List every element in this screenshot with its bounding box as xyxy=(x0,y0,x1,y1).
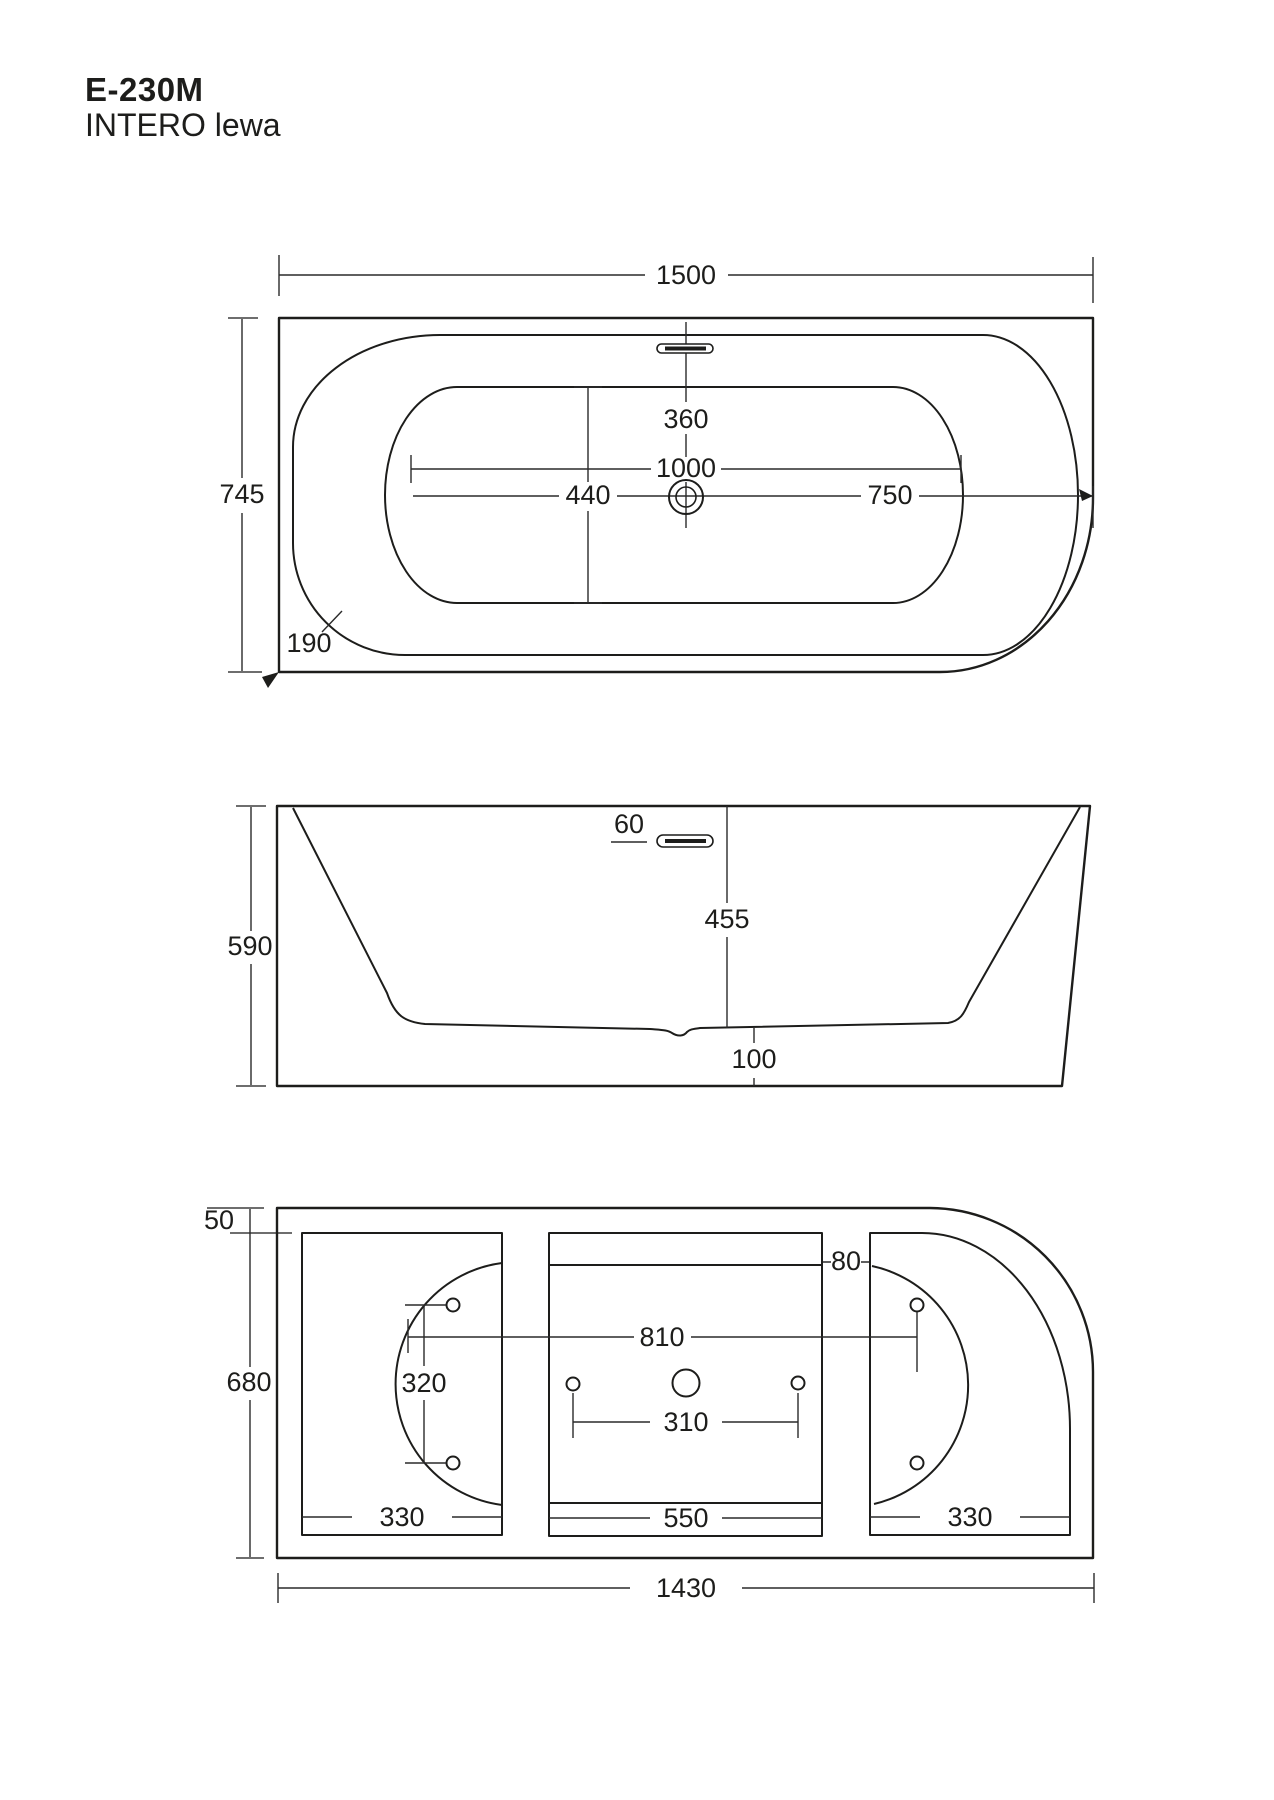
dim-label-bottom-depth: 680 xyxy=(226,1367,272,1397)
mounting-hole-right-bottom xyxy=(911,1457,924,1470)
dim-bottom-depth xyxy=(226,1208,271,1558)
dim-label-basin-width: 440 xyxy=(565,480,611,510)
dim-label-panel-offset: 80 xyxy=(830,1246,862,1276)
dim-overall-length xyxy=(279,255,1093,303)
dim-overflow-drop xyxy=(611,809,647,842)
mounting-hole-left-bottom xyxy=(447,1457,460,1470)
tub-outline-side xyxy=(277,806,1090,1086)
model-number: E-230M xyxy=(85,71,204,108)
dim-label-holes-span-vertical: 320 xyxy=(401,1368,447,1398)
dim-right-panel-width xyxy=(870,1502,1070,1532)
model-variant: INTERO lewa xyxy=(85,107,281,144)
dim-label-basin-length: 1000 xyxy=(655,453,717,483)
dim-label-bottom-length: 1430 xyxy=(655,1573,717,1603)
dim-label-drain-to-edge: 750 xyxy=(867,480,913,510)
dim-label-base-height: 100 xyxy=(731,1044,777,1074)
dim-label-overflow-to-drain: 360 xyxy=(663,404,709,434)
dim-label-overall-depth: 745 xyxy=(219,479,265,509)
dim-bottom-length xyxy=(278,1573,1094,1603)
mounting-hole-center-right xyxy=(792,1377,805,1390)
dim-center-holes-span xyxy=(573,1393,798,1438)
dim-basin-width xyxy=(565,387,610,603)
dim-label-overall-height: 590 xyxy=(227,931,273,961)
dim-overall-depth xyxy=(219,318,279,688)
mounting-hole-right-top xyxy=(911,1299,924,1312)
mounting-hole-center-left xyxy=(567,1378,580,1391)
bottom-view xyxy=(204,1205,1094,1603)
side-view xyxy=(227,806,1090,1086)
dim-label-inner-depth: 455 xyxy=(704,904,750,934)
dim-center-panel-width xyxy=(549,1503,822,1533)
dim-label-overall-length: 1500 xyxy=(655,260,717,290)
overflow-slot-top xyxy=(657,344,713,353)
overflow-slot-side xyxy=(657,835,713,847)
dim-left-panel-width xyxy=(302,1502,502,1532)
dim-label-holes-span-horizontal: 810 xyxy=(639,1322,685,1352)
right-panel xyxy=(870,1233,1070,1535)
dim-label-rim-offset: 50 xyxy=(203,1205,235,1235)
dim-basin-length xyxy=(411,453,961,483)
dim-corner-radius xyxy=(286,611,342,658)
center-panel xyxy=(549,1233,822,1536)
dim-label-left-panel-width: 330 xyxy=(379,1502,425,1532)
dim-label-corner-radius: 190 xyxy=(286,628,332,658)
top-view xyxy=(219,255,1093,688)
dim-rim-offset xyxy=(204,1205,292,1235)
drain-hole-bottom xyxy=(673,1370,700,1397)
corner-arrow xyxy=(262,672,279,688)
dim-label-overflow-drop: 60 xyxy=(613,809,645,839)
dim-panel-offset xyxy=(823,1246,869,1276)
dim-label-right-panel-width: 330 xyxy=(947,1502,993,1532)
mounting-hole-left-top xyxy=(447,1299,460,1312)
dim-750-arrow xyxy=(1079,489,1093,501)
center-panel-inner-lines xyxy=(549,1265,822,1503)
dim-label-center-panel-width: 550 xyxy=(663,1503,709,1533)
dim-holes-span-horizontal xyxy=(408,1312,917,1372)
dim-base-height xyxy=(731,1028,776,1086)
dim-overall-height xyxy=(227,806,272,1086)
dim-label-center-holes-span: 310 xyxy=(663,1407,709,1437)
